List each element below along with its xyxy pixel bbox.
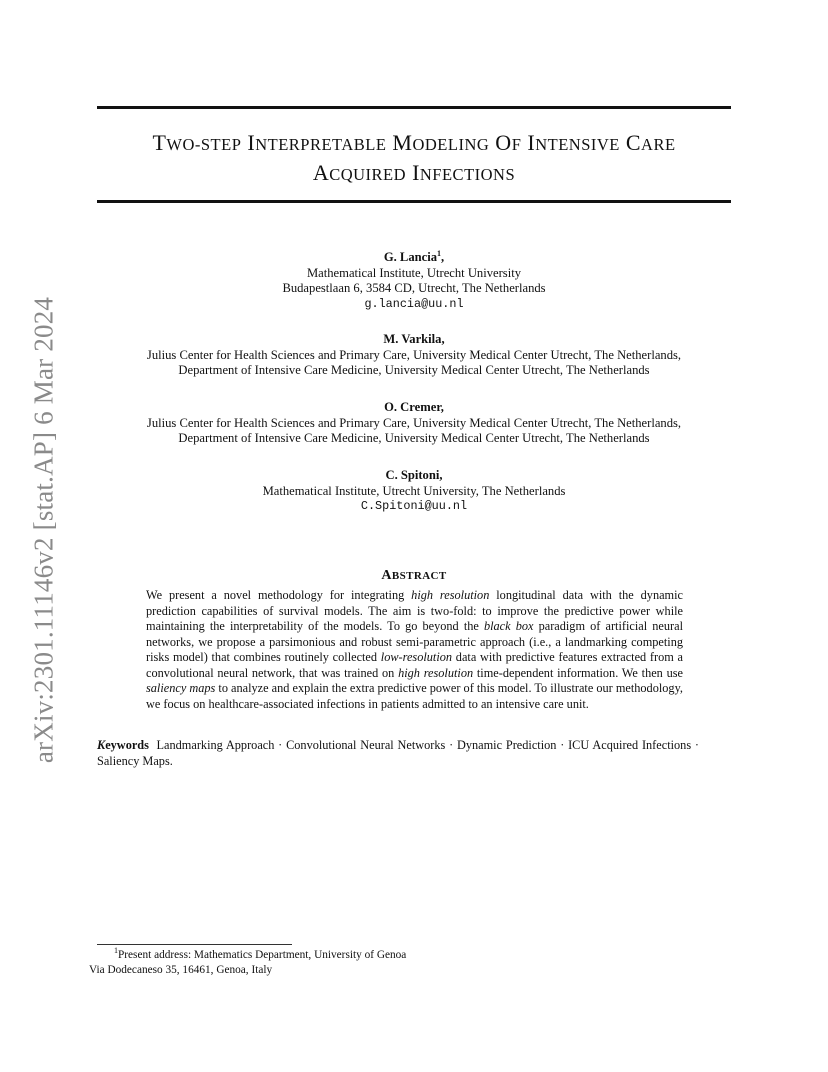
keywords-label: Keywords <box>97 738 149 752</box>
footnote-line-1: Present address: Mathematics Department, University of Genoa <box>118 949 407 961</box>
abstract-heading: ABSTRACT <box>381 568 447 583</box>
author-address: Budapestlaan 6, 3584 CD, Utrecht, The Netherlands <box>282 281 546 295</box>
title-top-rule <box>97 106 731 109</box>
author-name: G. Lancia$^1$, <box>383 249 445 264</box>
author-email[interactable]: g.lancia@uu.nl <box>364 296 464 311</box>
footnote-rule <box>97 944 292 945</box>
author-name: M. Varkila, <box>383 332 445 346</box>
author-affiliation: Julius Center for Health Sciences and Primary Care, University Medical Center Utrecht, The Netherlands, <box>146 415 682 430</box>
title-line-1: TWO-STEP INTERPRETABLE MODELING OF INTENSIVE CARE <box>152 130 676 155</box>
footnote-mark: 1 <box>114 946 118 955</box>
title-bottom-rule <box>97 200 731 203</box>
author-block-lancia <box>90 250 738 312</box>
author-email[interactable]: C.Spitoni@uu.nl <box>360 499 468 513</box>
footnote-line-2: Via Dodecaneso 35, 16461, Genoa, Italy <box>89 964 273 976</box>
abstract-body: We present a novel methodology for integrating high resolution longitudinal data with the dynamic prediction capabilities of survival models. The aim is two-fold: to improve the predictive power while maintaining the interpretability of the models. To go beyond the black box paradigm of artificial neural networks, we propose a parsimonious and robust semi-parametric approach (i.e., a landmarking competing risks model) that combines routinely collected low-resolution data with predictive features extracted from a convolutional neural network, that was trained on high resolution time-dependent information. We then use saliency maps to analyze and explain the extra predictive power of this model. To illustrate our methodology, we focus on healthcare-associated infections in patients admitted to an intensive care unit. <box>146 588 683 711</box>
footnote <box>89 946 597 978</box>
keywords-text: Landmarking Approach · Convolutional Neural Networks · Dynamic Prediction · ICU Acquired Infections · Saliency Maps. <box>97 738 699 768</box>
author-name: C. Spitoni, <box>385 468 443 482</box>
author-affiliation: Mathematical Institute, Utrecht University <box>306 265 522 280</box>
author-affiliation: Mathematical Institute, Utrecht University, The Netherlands <box>262 483 566 498</box>
author-block-spitoni <box>90 468 738 515</box>
paper-title <box>97 129 731 189</box>
keywords <box>97 738 699 769</box>
author-name: O. Cremer, <box>384 400 444 414</box>
author-affiliation: Julius Center for Health Sciences and Primary Care, University Medical Center Utrecht, The Netherlands, <box>146 347 682 362</box>
author-block-cremer <box>90 400 738 447</box>
footnote-mark: 1 <box>437 249 442 258</box>
author-affiliation: Department of Intensive Care Medicine, University Medical Center Utrecht, The Netherlands <box>178 363 650 377</box>
title-line-2: ACQUIRED INFECTIONS <box>312 160 516 185</box>
arxiv-identifier: arXiv:2301.11146v2 [stat.AP] 6 Mar 2024 <box>28 296 59 764</box>
author-affiliation: Department of Intensive Care Medicine, University Medical Center Utrecht, The Netherlands <box>178 431 650 445</box>
author-block-varkila <box>90 332 738 379</box>
